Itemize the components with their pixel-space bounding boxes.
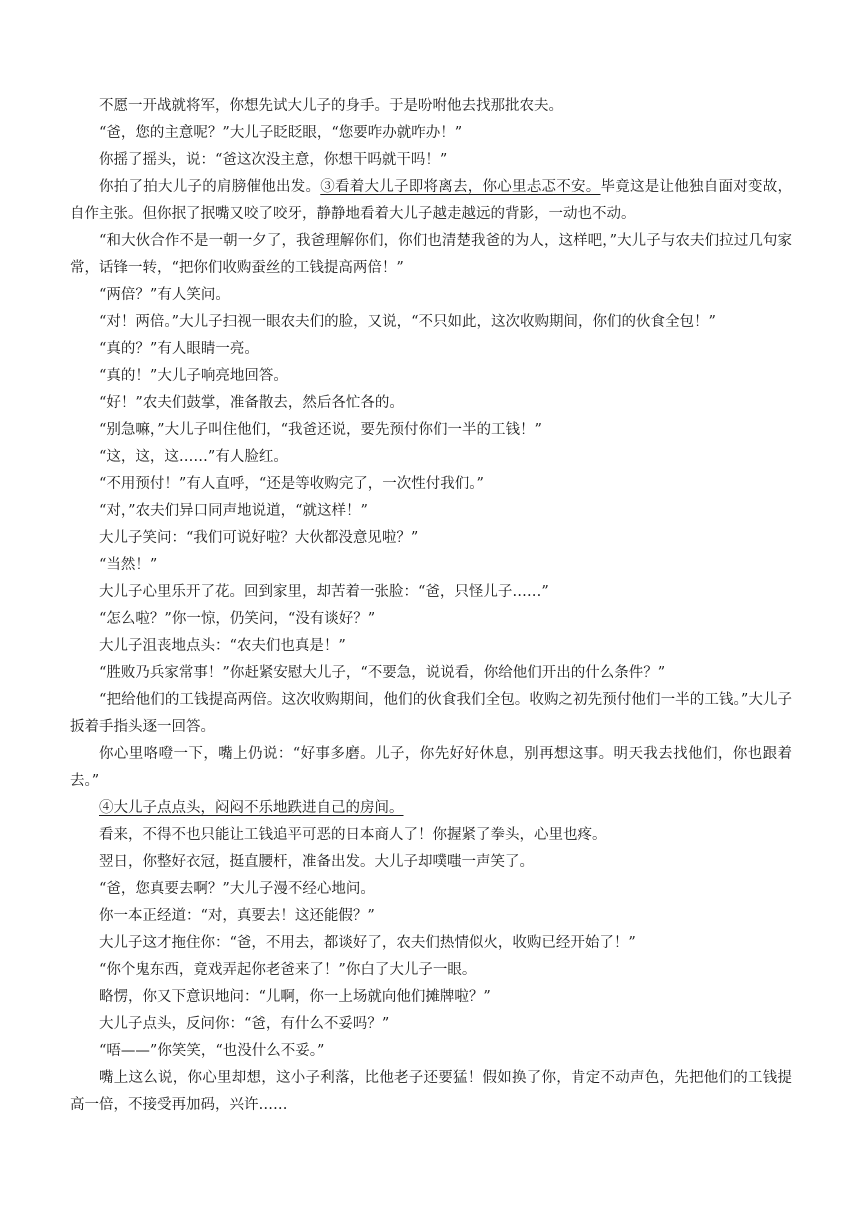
text-run: 不愿一开战就将军，你想先试大儿子的身手。于是吩咐他去找那批农夫。 — [99, 98, 563, 114]
text-run: “真的！”大儿子响亮地回答。 — [99, 368, 288, 384]
text-run: “别急嘛，”大儿子叫住他们，“我爸还说，要先预付你们一半的工钱！” — [99, 422, 542, 438]
paragraph — [70, 633, 792, 660]
text-run: “好！”农夫们鼓掌，准备散去，然后各忙各的。 — [99, 395, 404, 411]
text-run: “你个鬼东西，竟戏弄起你老爸来了！”你白了大儿子一眼。 — [99, 962, 477, 978]
paragraph — [70, 228, 792, 282]
paragraph — [70, 849, 792, 876]
text-run: 大儿子心里乐开了花。回到家里，却苦着一张脸：“爸，只怪儿子……” — [99, 584, 549, 600]
text-run: “这，这，这……”有人脸红。 — [99, 449, 288, 465]
text-run: “不用预付！”有人直呼，“还是等收购完了，一次性付我们。” — [99, 476, 484, 492]
paragraph — [70, 957, 792, 984]
text-run: “对！两倍。”大儿子扫视一眼农夫们的脸，又说，“不只如此，这次收购期间，你们的伙食全包！” — [99, 314, 716, 330]
paragraph — [70, 660, 792, 687]
paragraph — [70, 336, 792, 363]
paragraph — [70, 444, 792, 471]
underlined-sentence: ③看着大儿子即将离去，你心里忐忑不安。 — [320, 179, 601, 195]
text-run: “爸，您真要去啊？”大儿子漫不经心地问。 — [99, 881, 375, 897]
text-run: 嘴上这么说，你心里却想，这小子利落，比他老子还要猛！假如换了你，肯定不动声色，先把他们的工钱提高一倍，不接受再加码，兴许…… — [70, 1070, 792, 1113]
paragraph — [70, 1011, 792, 1038]
paragraph — [70, 795, 792, 822]
text-run: “当然！” — [99, 557, 158, 573]
text-run: “唔——”你笑笑，“也没什么不妥。” — [99, 1043, 325, 1059]
text-run: 看来，不得不也只能让工钱追平可恶的日本商人了！你握紧了拳头，心里也疼。 — [99, 827, 607, 843]
paragraph — [70, 174, 792, 228]
text-run: 大儿子这才拖住你：“爸，不用去，都谈好了，农夫们热情似火，收购已经开始了！” — [99, 935, 636, 951]
paragraph — [70, 741, 792, 795]
paragraph — [70, 93, 792, 120]
text-run: 你心里咯噔一下，嘴上仍说：“好事多磨。儿子，你先好好休息，别再想这事。明天我去找他们，你也跟着去。” — [70, 746, 792, 789]
text-run: 你拍了拍大儿子的肩膀催他出发。 — [99, 179, 321, 195]
paragraph — [70, 525, 792, 552]
paragraph — [70, 606, 792, 633]
text-run: 你摇了摇头，说：“爸这次没主意，你想干吗就干吗！” — [99, 152, 448, 168]
text-run: “真的？”有人眼睛一亮。 — [99, 341, 259, 357]
text-run: “两倍？”有人笑问。 — [99, 287, 230, 303]
paragraph — [70, 147, 792, 174]
text-run: “和大伙合作不是一朝一夕了，我爸理解你们，你们也清楚我爸的为人，这样吧，”大儿子与农夫们拉过几句家常，话锋一转，“把你们收购蚕丝的工钱提高两倍！” — [70, 233, 792, 276]
paragraph — [70, 822, 792, 849]
paragraph — [70, 363, 792, 390]
text-run: 大儿子笑问：“我们可说好啦？大伙都没意见啦？” — [99, 530, 419, 546]
text-run: 毕竟这是让他独自面对变故，自作主张。但你抿了抿嘴又咬了咬牙，静静地看着大儿子越走越远的背影，一动也不动。 — [70, 179, 792, 222]
paragraph — [70, 417, 792, 444]
text-run: 略愣，你又下意识地问：“儿啊，你一上场就向他们摊牌啦？” — [99, 989, 491, 1005]
paragraph — [70, 579, 792, 606]
paragraph — [70, 471, 792, 498]
paragraph — [70, 903, 792, 930]
paragraph — [70, 930, 792, 957]
paragraph — [70, 1065, 792, 1119]
paragraph — [70, 309, 792, 336]
paragraph — [70, 984, 792, 1011]
text-run: 大儿子沮丧地点头：“农夫们也真是！” — [99, 638, 346, 654]
paragraph — [70, 687, 792, 741]
text-run: 大儿子点头，反问你：“爸，有什么不妥吗？” — [99, 1016, 390, 1032]
text-run: “把给他们的工钱提高两倍。这次收购期间，他们的伙食我们全包。收购之初先预付他们一半的工钱。”大儿子扳着手指头逐一回答。 — [70, 692, 792, 735]
paragraph — [70, 498, 792, 525]
text-run: 翌日，你整好衣冠，挺直腰杆，准备出发。大儿子却噗嗤一声笑了。 — [99, 854, 534, 870]
paragraph — [70, 120, 792, 147]
paragraph — [70, 1038, 792, 1065]
text-run: “胜败乃兵家常事！”你赶紧安慰大儿子，“不要急，说说看，你给他们开出的什么条件？” — [99, 665, 666, 681]
paragraph — [70, 390, 792, 417]
paragraph — [70, 552, 792, 579]
underlined-sentence: ④大儿子点点头，闷闷不乐地跌进自己的房间。 — [99, 800, 404, 816]
text-run: “爸，您的主意呢？”大儿子眨眨眼，“您要咋办就咋办！” — [99, 125, 463, 141]
paragraph — [70, 876, 792, 903]
text-run: 你一本正经道：“对，真要去！这还能假？” — [99, 908, 375, 924]
paragraph — [70, 282, 792, 309]
story-text — [70, 93, 792, 1119]
text-run: “对，”农夫们异口同声地说道，“就这样！” — [99, 503, 368, 519]
text-run: “怎么啦？”你一惊，仍笑问，“没有谈好？” — [99, 611, 376, 627]
